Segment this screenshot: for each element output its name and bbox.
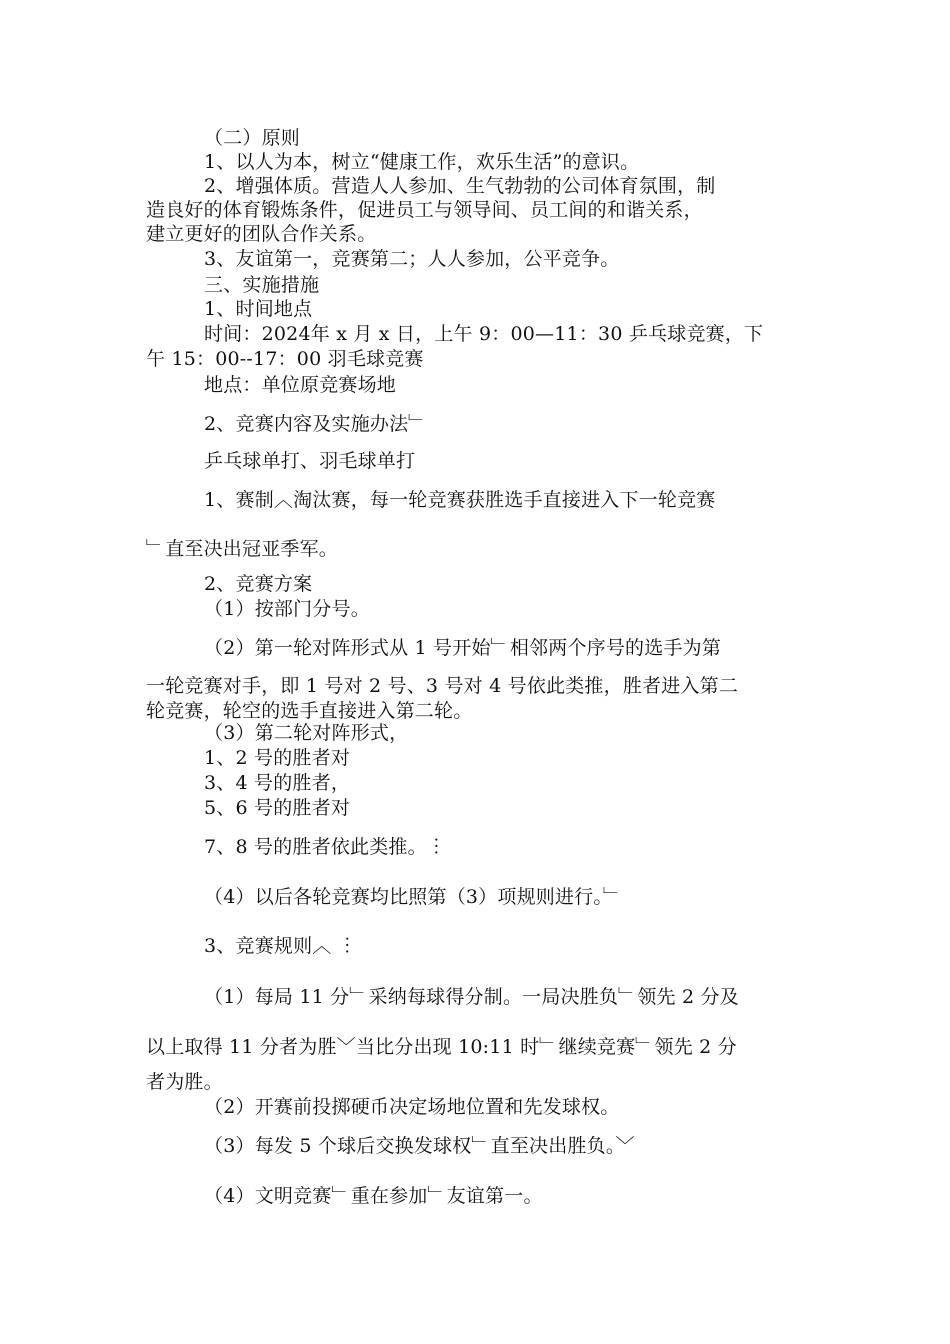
principle-item-3: 3、友谊第一，竞赛第二；人人参加，公平竞争。 — [204, 248, 620, 270]
principle-item-2-cont-1: 造良好的体育锻炼条件，促进员工与领导间、员工间的和谐关系， — [146, 199, 703, 221]
rules-heading: 3、竞赛规则︿ ︙ — [204, 935, 357, 957]
rule-item-1-cont-2: 者为胜。 — [146, 1071, 223, 1093]
format-line-cont: ﹂直至决出冠亚季军。 — [146, 538, 339, 560]
plan-item-2-cont-1: 一轮竞赛对手，即 1 号对 2 号、3 号对 4 号依此类推，胜者进入第二 — [146, 675, 739, 697]
time-line-cont: 午 15：00--17：00 羽毛球竞赛 — [146, 348, 424, 370]
round-two-line-2: 3、4 号的胜者， — [204, 772, 351, 794]
rule-item-3: （3）每发 5 个球后交换发球权﹂直至决出胜负。﹀ — [204, 1135, 635, 1157]
place-line: 地点：单位原竞赛场地 — [204, 374, 397, 396]
rule-item-1-cont-1: 以上取得 11 分者为胜﹀当比分出现 10:11 时﹂继续竞赛﹂领先 2 分 — [146, 1036, 737, 1058]
events-line: 乒乓球单打、羽毛球单打 — [204, 450, 416, 472]
plan-item-2: （2）第一轮对阵形式从 1 号开始﹂相邻两个序号的选手为第 — [204, 637, 722, 659]
plan-heading: 2、竞赛方案 — [204, 573, 313, 595]
plan-item-4: （4）以后各轮竞赛均比照第（3）项规则进行。﹂ — [204, 886, 623, 908]
plan-item-1: （1）按部门分号。 — [204, 598, 370, 620]
round-two-line-1: 1、2 号的胜者对 — [204, 747, 351, 769]
section-heading-measures: 三、实施措施 — [204, 274, 320, 296]
rule-item-1: （1）每局 11 分﹂采纳每球得分制。一局决胜负﹂领先 2 分及 — [204, 986, 739, 1008]
round-two-line-3: 5、6 号的胜者对 — [204, 797, 351, 819]
principle-item-1: 1、以人为本，树立“健康工作，欢乐生活”的意识。 — [204, 151, 640, 173]
principle-item-2: 2、增强体质。营造人人参加、生气勃勃的公司体育氛围，制 — [204, 175, 716, 197]
rule-item-2: （2）开赛前投掷硬币决定场地位置和先发球权。 — [204, 1096, 620, 1118]
principle-heading: （二）原则 — [204, 127, 301, 149]
format-line: 1、赛制︿淘汰赛，每一轮竞赛获胜选手直接进入下一轮竞赛 — [204, 489, 716, 511]
plan-item-3: （3）第二轮对阵形式， — [204, 722, 409, 744]
content-heading: 2、竞赛内容及实施办法﹂ — [204, 413, 428, 435]
rule-item-4: （4）文明竞赛﹂重在参加﹂友谊第一。 — [204, 1185, 543, 1207]
principle-item-2-cont-2: 建立更好的团队合作关系。 — [146, 223, 377, 245]
round-two-line-4: 7、8 号的胜者依此类推。︙ — [204, 836, 447, 858]
plan-item-2-cont-2: 轮竞赛，轮空的选手直接进入第二轮。 — [146, 700, 473, 722]
time-line: 时间：2024年 x 月 x 日，上午 9：00—11：30 乒乓球竞赛，下 — [204, 323, 764, 345]
time-place-heading: 1、时间地点 — [204, 298, 313, 320]
